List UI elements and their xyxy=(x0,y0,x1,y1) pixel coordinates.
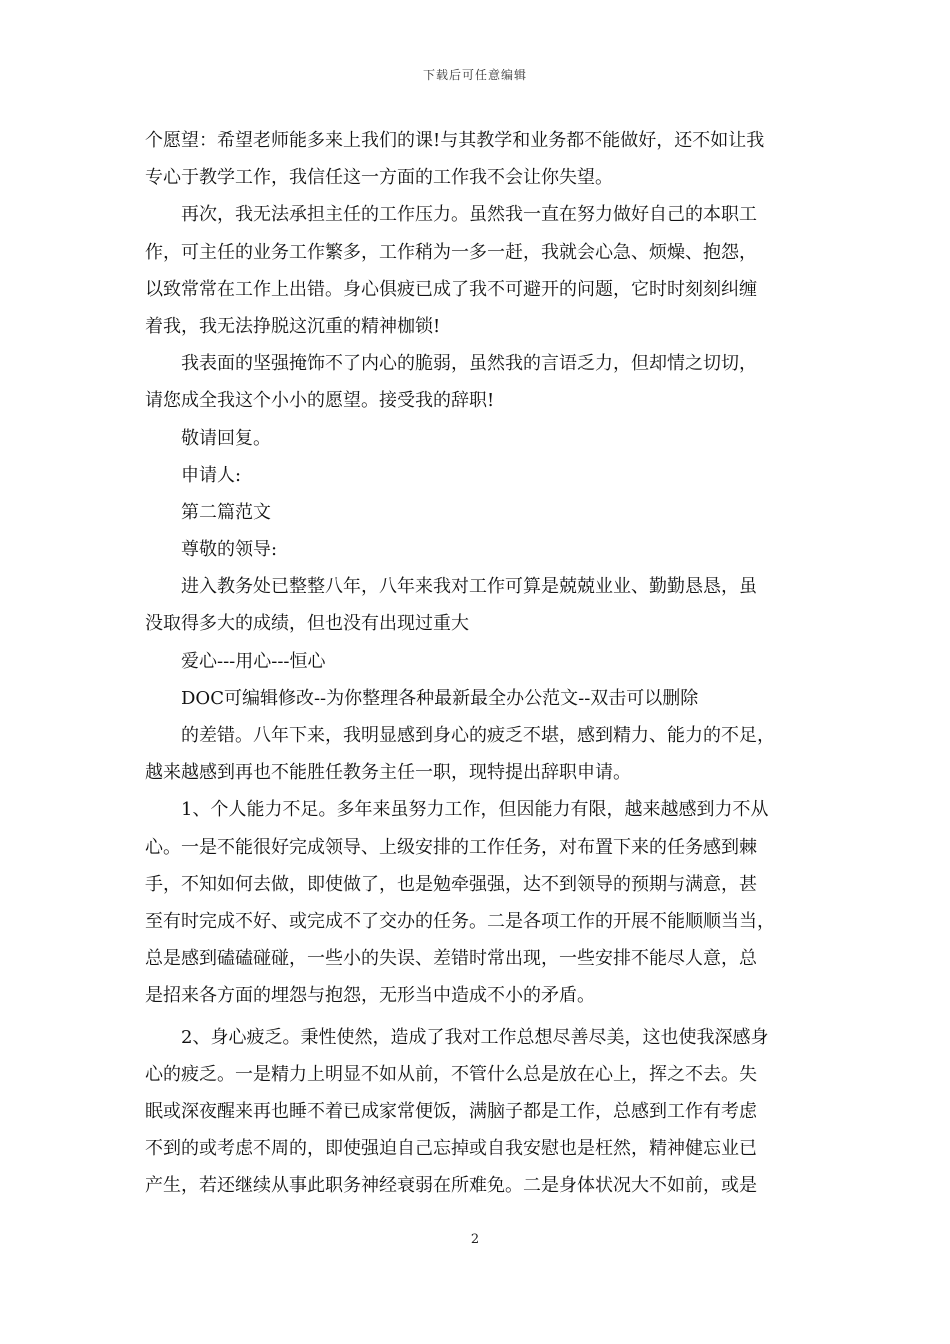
page-number: 2 xyxy=(470,1232,480,1247)
text-line: 着我，我无法挣脱这沉重的精神枷锁! xyxy=(145,315,441,337)
text-line: 总是感到磕磕碰碰，一些小的失误、差错时常出现，一些安排不能尽人意，总 xyxy=(145,948,757,970)
text-line: 专心于教学工作，我信任这一方面的工作我不会让你失望。 xyxy=(145,167,613,189)
document-body xyxy=(145,122,813,1204)
watermark-line: 爱心---用心---恒心 xyxy=(181,650,326,672)
text-line: 请您成全我这个小小的愿望。接受我的辞职! xyxy=(145,390,495,412)
text-line: 的差错。八年下来，我明显感到身心的疲乏不堪，感到精力、能力的不足， xyxy=(181,725,775,746)
section-heading: 第二篇范文 xyxy=(181,501,271,523)
text-line: 越来越感到再也不能胜任教务主任一职，现特提出辞职申请。 xyxy=(145,762,631,784)
text-line: 心。一是不能很好完成领导、上级安排的工作任务，对布置下来的任务感到棘 xyxy=(145,836,757,858)
text-line: 2、身心疲乏。秉性使然，造成了我对工作总想尽善尽美，这也使我深感身 xyxy=(181,1026,769,1048)
text-line: 个愿望：希望老师能多来上我们的课!与其教学和业务都不能做好，还不如让我 xyxy=(145,130,765,151)
text-line: 手，不知如何去做，即使做了，也是勉牵强强，达不到领导的预期与满意，甚 xyxy=(145,873,757,895)
text-line: 进入教务处已整整八年，八年来我对工作可算是兢兢业业、勤勤恳恳，虽 xyxy=(181,576,757,598)
salutation: 尊敬的领导: xyxy=(181,539,278,561)
page-header: 下载后可任意编辑 xyxy=(422,68,527,82)
text-line: 再次，我无法承担主任的工作压力。虽然我一直在努力做好自己的本职工 xyxy=(181,204,757,226)
text-line: 至有时完成不好、或完成不了交办的任务。二是各项工作的开展不能顺顺当当， xyxy=(145,910,775,932)
watermark-line: DOC可编辑修改--为你整理各种最新最全办公范文--双击可以删除 xyxy=(181,687,699,709)
text-line: 申请人: xyxy=(181,464,242,486)
text-line: 作，可主任的业务工作繁多，工作稍为一多一赶，我就会心急、烦燥、抱怨， xyxy=(145,241,757,263)
text-line: 产生，若还继续从事此职务神经衰弱在所难免。二是身体状况大不如前，或是 xyxy=(145,1175,757,1197)
text-line: 心的疲乏。一是精力上明显不如从前，不管什么总是放在心上，挥之不去。失 xyxy=(145,1063,757,1085)
text-line: 敬请回复。 xyxy=(181,427,271,449)
text-line: 是招来各方面的埋怨与抱怨，无形当中造成不小的矛盾。 xyxy=(145,985,595,1007)
text-line: 我表面的坚强掩饰不了内心的脆弱，虽然我的言语乏力，但却情之切切， xyxy=(181,353,757,375)
text-line: 1、个人能力不足。多年来虽努力工作，但因能力有限，越来越感到力不从 xyxy=(181,799,769,821)
text-line: 不到的或考虑不周的，即使强迫自己忘掉或自我安慰也是枉然，精神健忘业已 xyxy=(145,1138,757,1160)
text-line: 眠或深夜醒来再也睡不着已成家常便饭，满脑子都是工作，总感到工作有考虑 xyxy=(145,1100,757,1122)
text-line: 以致常常在工作上出错。身心俱疲已成了我不可避开的问题，它时时刻刻纠缠 xyxy=(145,278,757,300)
text-line: 没取得多大的成绩，但也没有出现过重大 xyxy=(145,613,469,635)
